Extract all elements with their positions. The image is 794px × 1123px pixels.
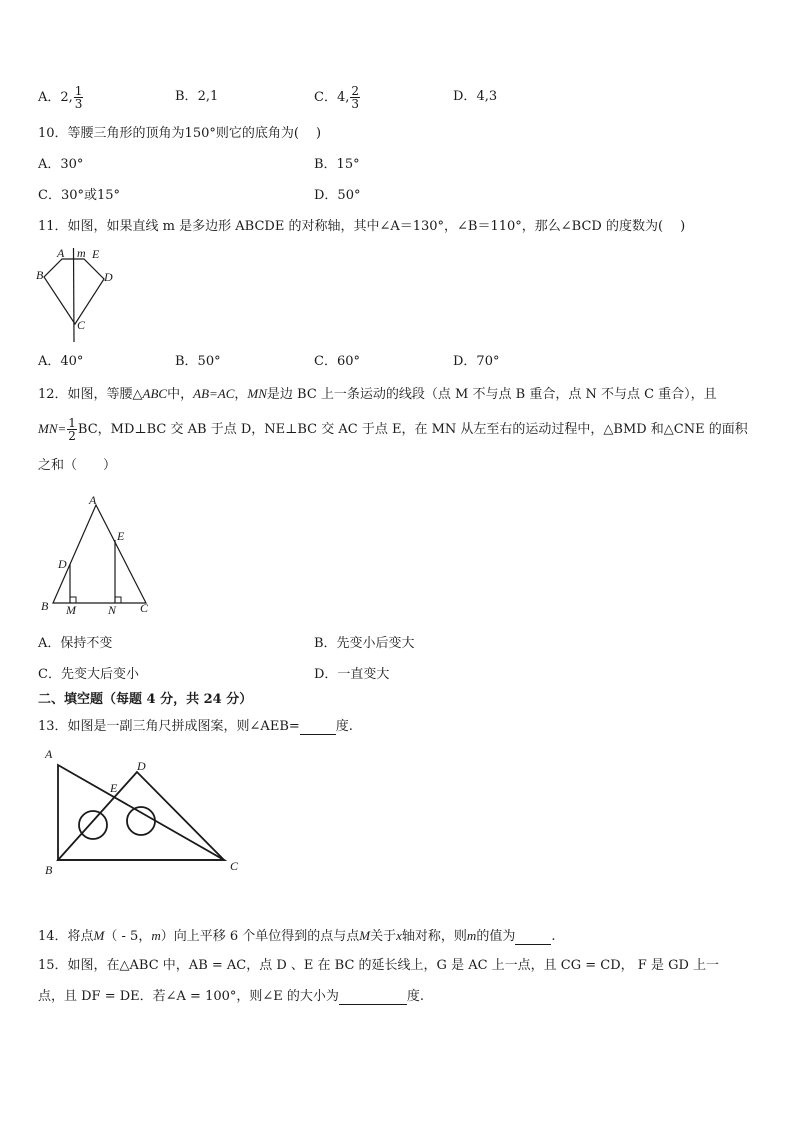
q9-option-a-fraction xyxy=(74,85,84,110)
label-c: C xyxy=(140,601,149,615)
q15-stem-line1: 15．如图，在△ABC 中，AB = AC，点 D 、E 在 BC 的延长线上，G 是 AC 上一点，且 CG = CD， F 是 GD 上一 xyxy=(38,958,720,973)
q14-text: . xyxy=(551,929,556,944)
q12-text: 中， xyxy=(167,387,194,402)
q15-answer-blank[interactable] xyxy=(339,992,407,1005)
q12-option-d[interactable]: D．一直变大 xyxy=(314,667,390,682)
q14-var: M xyxy=(93,928,105,943)
q12-stem-line1 xyxy=(38,386,717,403)
label-m: m xyxy=(77,246,86,260)
q15-text: 点，且 DF = DE．若∠A = 100°，则∠E 的大小为 xyxy=(38,989,339,1004)
q14-stem xyxy=(38,928,555,945)
q12-var: ABC xyxy=(142,386,168,401)
q11-option-a[interactable]: A．40° xyxy=(38,354,84,369)
q14-var: m xyxy=(466,928,477,943)
fraction-denominator: 2 xyxy=(68,429,76,443)
q14-text: 关于 xyxy=(370,929,397,944)
label-b: B xyxy=(45,863,53,877)
q12-text: ， xyxy=(234,387,248,402)
q12-var: MN= xyxy=(38,421,67,436)
q13-stem xyxy=(38,719,353,735)
q11-option-c[interactable]: C．60° xyxy=(314,354,360,369)
q13-set-squares-figure xyxy=(40,744,250,884)
q9-option-a-letter: A． xyxy=(38,90,61,105)
q12-text: BC，MD⊥BC 交 AB 于点 D，NE⊥BC 交 AC 于点 E，在 MN 从左至右的运动过程中，△BMD 和△CNE 的面积 xyxy=(77,422,748,437)
q13-answer-blank[interactable] xyxy=(300,722,336,735)
q12-text: 12．如图，等腰△ xyxy=(38,387,143,402)
q14-var: m xyxy=(151,928,161,943)
q9-option-a[interactable] xyxy=(38,85,84,110)
q14-var: x xyxy=(396,928,402,943)
q14-text: 14．将点 xyxy=(38,929,94,944)
symmetry-axis-m xyxy=(74,248,75,342)
q11-option-d[interactable]: D．70° xyxy=(453,354,500,369)
label-n: N xyxy=(108,603,117,617)
q9-option-d-letter: D． xyxy=(453,89,477,104)
q12-stem-line2 xyxy=(38,416,748,443)
q9-option-c-letter: C． xyxy=(314,90,337,105)
q9-option-b[interactable] xyxy=(175,89,218,105)
section-heading: 二、填空题（每题 4 分，共 24 分） xyxy=(38,692,253,707)
q11-pentagon-figure xyxy=(34,244,124,344)
q11-option-b[interactable]: B．50° xyxy=(175,354,221,369)
q9-option-c-fraction xyxy=(350,85,360,110)
label-b: B xyxy=(41,599,49,613)
q14-text: 轴对称，则 xyxy=(401,929,467,944)
set-square-2-hole xyxy=(127,807,155,835)
label-d: D xyxy=(58,557,67,571)
q10-option-b[interactable]: B．15° xyxy=(314,157,360,172)
q12-fraction xyxy=(67,417,77,442)
label-c: C xyxy=(77,318,86,332)
q9-option-c-lead: 4, xyxy=(336,90,350,105)
q12-stem-line3: 之和（ ） xyxy=(38,458,117,473)
label-c: C xyxy=(230,859,239,873)
q12-triangle-figure xyxy=(38,490,168,620)
q13-text: 度. xyxy=(335,719,353,734)
q10-option-a[interactable]: A．30° xyxy=(38,157,84,172)
q9-option-c[interactable] xyxy=(314,85,361,110)
q9-option-d[interactable] xyxy=(453,89,497,105)
label-d: D xyxy=(137,759,146,773)
label-a: A xyxy=(57,246,65,260)
q15-text: 度. xyxy=(406,989,425,1004)
label-a: A xyxy=(45,747,53,761)
q14-text: ）向上平移 6 个单位得到的点与点 xyxy=(160,929,360,944)
triangle-abc xyxy=(53,505,146,603)
q9-option-d-text: 4,3 xyxy=(476,89,498,104)
q12-var: AB=AC xyxy=(193,386,235,401)
fraction-numerator: 1 xyxy=(68,416,76,430)
fraction-numerator: 1 xyxy=(74,84,83,98)
q9-option-b-text: 2,1 xyxy=(197,89,219,104)
q9-option-a-lead: 2, xyxy=(60,90,73,105)
set-square-1-hole xyxy=(79,811,107,839)
fraction-numerator: 2 xyxy=(351,84,359,98)
q10-option-c[interactable]: C．30°或15° xyxy=(38,188,121,203)
fraction-denominator: 3 xyxy=(351,97,359,111)
label-b: B xyxy=(36,268,44,282)
q10-stem: 10．等腰三角形的顶角为150°则它的底角为( ) xyxy=(38,126,322,141)
q15-stem-line2 xyxy=(38,989,424,1005)
q9-option-b-letter: B． xyxy=(175,89,198,104)
q14-var: M xyxy=(359,928,371,943)
q14-answer-blank[interactable] xyxy=(515,932,551,945)
label-e: E xyxy=(117,529,125,543)
q12-option-a[interactable]: A．保持不变 xyxy=(38,636,113,651)
q14-text: （ - 5， xyxy=(104,929,152,944)
label-a: A xyxy=(89,493,97,507)
q12-text: 是边 BC 上一条运动的线段（点 M 不与点 B 重合，点 N 不与点 C 重合），且 xyxy=(266,387,717,402)
q10-option-d[interactable]: D．50° xyxy=(314,188,361,203)
q12-option-c[interactable]: C．先变大后变小 xyxy=(38,667,139,682)
q11-stem: 11．如图，如果直线 m 是多边形 ABCDE 的对称轴，其中∠A＝130°，∠B＝110°，那么∠BCD 的度数为( ) xyxy=(38,219,686,234)
q12-var: MN xyxy=(247,386,267,401)
q14-text: 的值为 xyxy=(476,929,516,944)
q13-text: 13．如图是一副三角尺拼成图案，则∠AEB= xyxy=(38,719,300,734)
label-d: D xyxy=(104,270,113,284)
label-m: M xyxy=(66,603,76,617)
label-e: E xyxy=(92,247,100,261)
label-e: E xyxy=(110,781,118,795)
q12-option-b[interactable]: B．先变小后变大 xyxy=(314,636,415,651)
set-square-1 xyxy=(58,765,224,860)
fraction-denominator: 3 xyxy=(74,97,83,111)
